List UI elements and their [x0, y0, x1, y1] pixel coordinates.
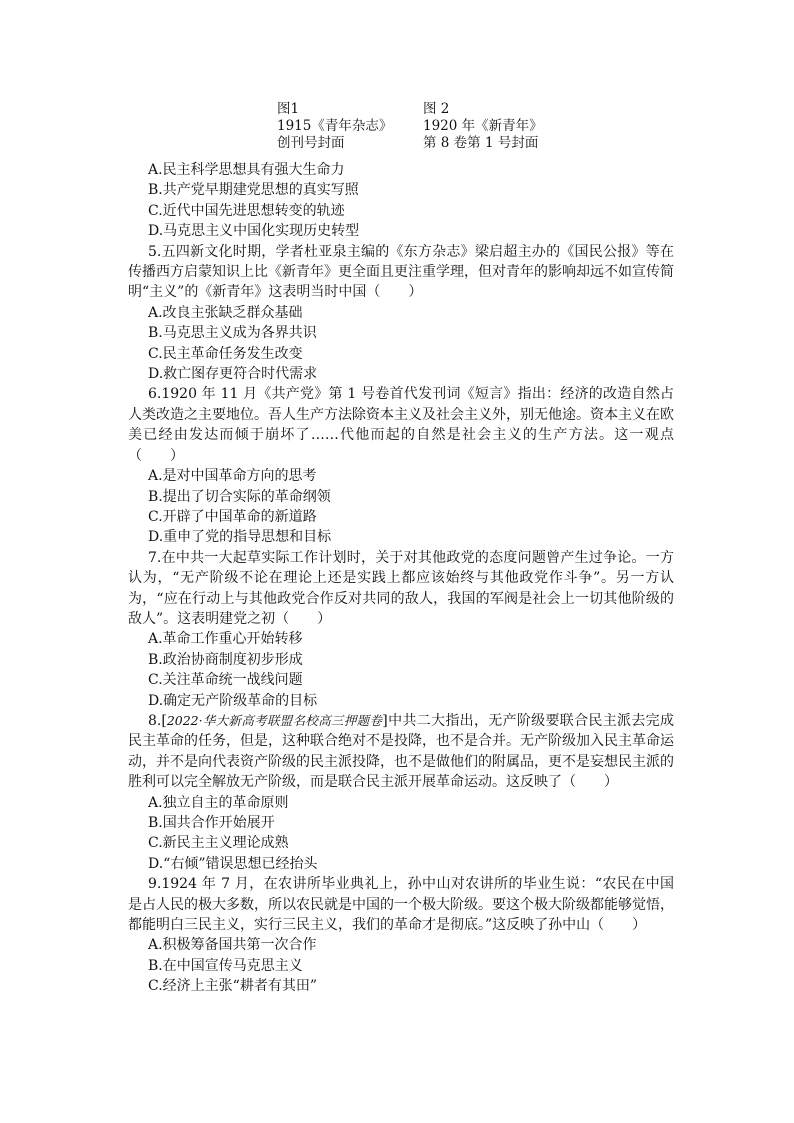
- q5-option-a: A.改良主张缺乏群众基础: [148, 304, 303, 321]
- q6-option-c: C.开辟了中国革命的新道路: [148, 508, 317, 525]
- q6-option-d: D.重申了党的指导思想和目标: [148, 529, 332, 546]
- q8-option-d: D.“右倾”错误思想已经抬头: [148, 855, 318, 872]
- figure-2-desc: 第 8 卷第 1 号封面: [423, 135, 539, 151]
- q5-option-c: C.民主革命任务发生改变: [148, 345, 303, 362]
- q7-option-b: B.政治协商制度初步形成: [148, 651, 303, 668]
- figure-2-label: 图 2: [423, 101, 450, 117]
- figure-1-caption: [277, 101, 392, 152]
- figure-1-title: 1915《青年杂志》: [277, 118, 393, 134]
- figure-2-title: 1920 年《新青年》: [423, 118, 543, 134]
- q7-option-a: A.革命工作重心开始转移: [148, 631, 303, 648]
- q4-option-a: A.民主科学思想具有强大生命力: [148, 162, 345, 178]
- q8-text: ]中共二大指出，无产阶级要联合民主派去完成民主革命的任务，但是，这种联合绝对不是投降，也不是合并。无产阶级加入民主革命运动，并不是向代表资产阶级的民主派投降，也不是做他们的附属品，更不是妄想民主派的胜利可以完全解放无产阶级，而是联合民主派开展革命运动。这反映了（ ）: [128, 712, 674, 791]
- q9-option-b: B.在中国宣传马克思主义: [148, 957, 303, 974]
- q6-option-b: B.提出了切合实际的革命纲领: [148, 488, 331, 505]
- q4-option-b: B.共产党早期建党思想的真实写照: [148, 182, 359, 199]
- figure-2-caption: [423, 101, 543, 152]
- figure-captions: [277, 101, 637, 153]
- q5-option-b: B.马克思主义成为各界共识: [148, 325, 317, 342]
- q6-stem: 6.1920 年 11 月《共产党》第 1 号卷首代发刊词《短言》指出：经济的改造自然占人类改造之主要地位。吾人生产方法除资本主义及社会主义外，别无他途。资本主义在欧美已经由发达而倾于崩坏了……代他而起的自然是社会主义的生产方法。这一观点（ ）: [128, 386, 674, 464]
- q5-stem: 5.五四新文化时期，学者杜亚泉主编的《东方杂志》梁启超主办的《国民公报》等在传播西方启蒙知识上比《新青年》更全面且更注重学理，但对青年的影响却远不如宣传简明“主义”的《新青年》这表明当时中国（ ）: [128, 243, 674, 301]
- q9-stem: 9.1924 年 7 月，在农讲所毕业典礼上，孙中山对农讲所的毕业生说：“农民在中国是占人民的极大多数，所以农民就是中国的一个极大阶级。要这个极大阶级都能够觉悟，都能明白三民主义，实行三民主义，我们的革命才是彻底。”这反映了孙中山（ ）: [128, 876, 674, 934]
- q4-option-d: D.马克思主义中国化实现历史转型: [148, 223, 360, 240]
- q8-option-b: B.国共合作开始展开: [148, 815, 275, 831]
- q7-option-c: C.关注革命统一战线问题: [148, 672, 303, 689]
- question-content: [128, 160, 674, 997]
- q4-option-c: C.近代中国先进思想转变的轨迹: [148, 202, 345, 219]
- q9-option-a: A.积极筹备国共第一次合作: [148, 937, 317, 954]
- q7-stem: 7.在中共一大起草实际工作计划时，关于对其他政党的态度问题曾产生过争论。一方认为，“无产阶级不论在理论上还是实践上都应该始终与其他政党作斗争”。另一方认为，“应在行动上与其他政党合作反对共同的敌人，我国的军阀是社会上一切其他阶级的敌人”。这表明建党之初（ ）: [128, 549, 674, 627]
- q9-option-c: C.经济上主张“耕者有其田”: [148, 978, 317, 995]
- q7-option-d: D.确定无产阶级革命的目标: [148, 692, 318, 709]
- q5-option-d: D.救亡图存更符合时代需求: [148, 366, 318, 383]
- q8-option-c: C.新民主主义理论成熟: [148, 835, 289, 852]
- q8-option-a: A.独立自主的革命原则: [148, 794, 289, 811]
- q8-source: 2022·华大新高考联盟名校高三押题卷: [166, 712, 383, 728]
- q6-option-a: A.是对中国革命方向的思考: [148, 468, 317, 485]
- q8-stem: [128, 711, 674, 793]
- figure-1-label: 图1: [277, 101, 300, 117]
- figure-1-desc: 创刊号封面: [277, 135, 345, 151]
- q8-prefix: 8.[: [148, 712, 167, 729]
